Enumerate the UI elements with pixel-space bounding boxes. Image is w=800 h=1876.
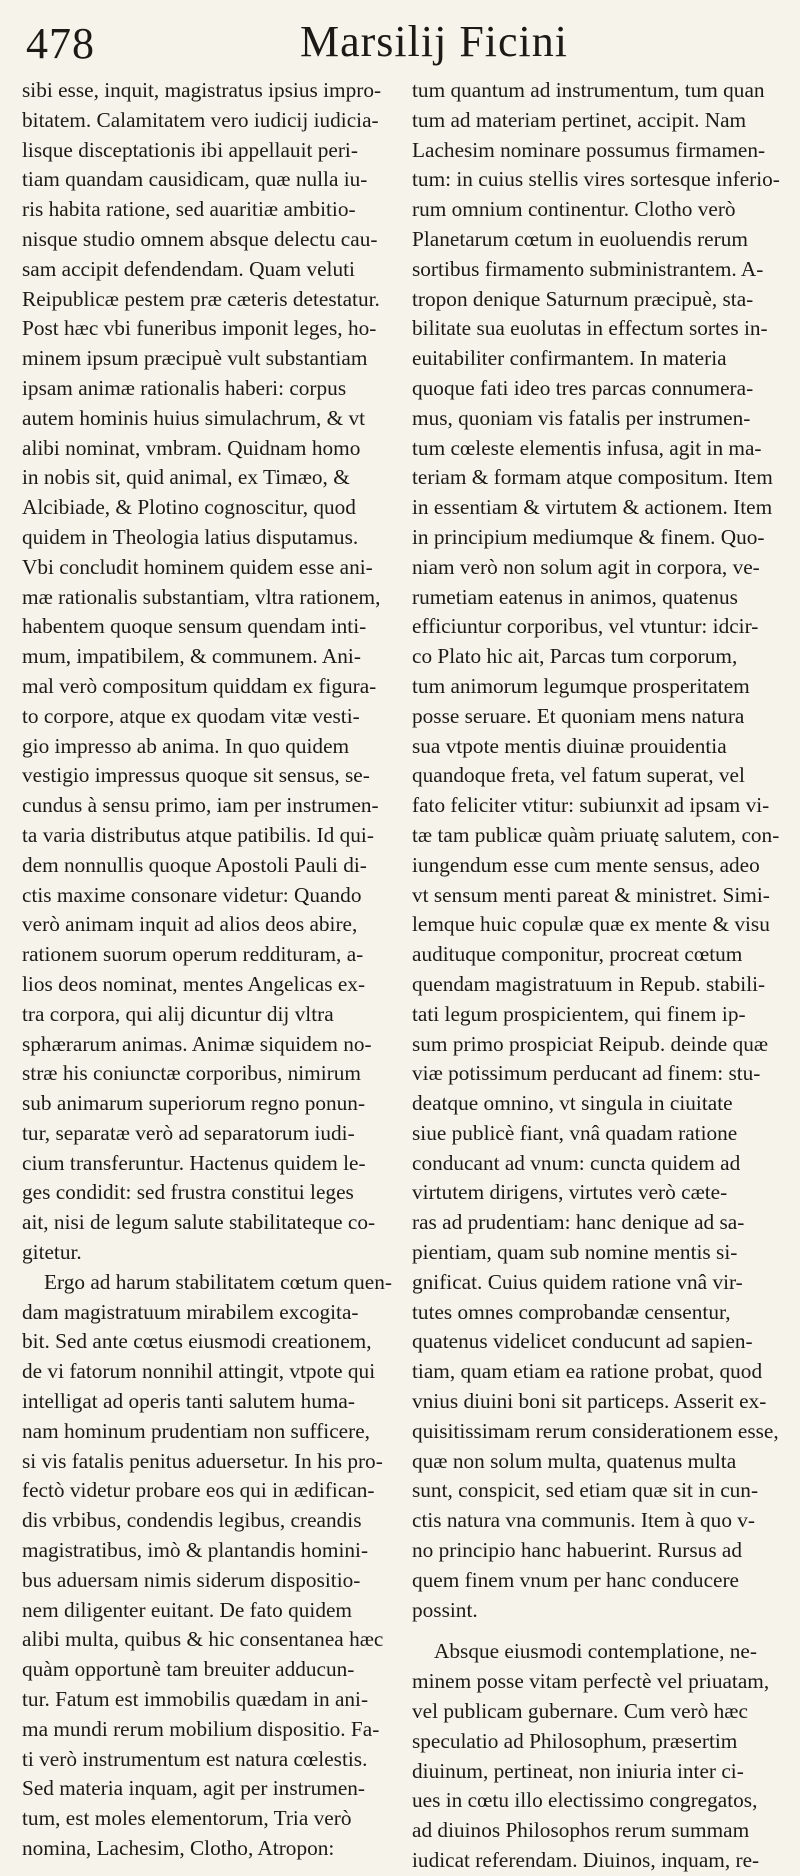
text-line: speculatio ad Philosophum, præsertim xyxy=(412,1728,738,1753)
text-line: magistratibus, imò & plantandis homini- xyxy=(22,1538,369,1563)
text-line: nomina, Lachesim, Clotho, Atropon: xyxy=(22,1836,335,1861)
text-line: ctis natura vna communis. Item à quo v- xyxy=(412,1508,756,1533)
text-line: sphærarum animas. Animæ siquidem no- xyxy=(22,1031,372,1056)
text-line: fectò videtur probare eos qui in ædifican- xyxy=(22,1478,375,1503)
text-line: nam hominum prudentiam non sufficere, xyxy=(22,1418,370,1443)
text-line: gitetur. xyxy=(22,1240,82,1265)
text-line: mus, quoniam vis fatalis per instrumen- xyxy=(412,405,751,430)
text-line: sibi esse, inquit, magistratus ipsius impro- xyxy=(22,78,382,102)
text-line: alibi multa, quibus & hic consentanea hæc xyxy=(22,1627,384,1652)
text-line: Planetarum cœtum in euoluendis rerum xyxy=(412,226,748,251)
text-line: tur. Fatum est immobilis quædam in ani- xyxy=(22,1687,369,1712)
text-line: iungendum esse cum mente sensus, adeo xyxy=(412,852,760,877)
text-line: quandoque freta, vel fatum superat, vel xyxy=(412,763,745,788)
text-line: si vis fatalis penitus aduersetur. In his pro- xyxy=(22,1448,383,1473)
text-line: quisitissimam rerum considerationem esse, xyxy=(412,1418,779,1443)
text-line: pientiam, quam sub nomine mentis si- xyxy=(412,1240,738,1265)
text-line: vel publicam gubernare. Cum verò hæc xyxy=(412,1699,748,1724)
text-line: ipsam animæ rationalis haberi: corpus xyxy=(22,375,347,400)
text-line: co Plato hic ait, Parcas tum corporum, xyxy=(412,644,738,669)
text-line: deatque omnino, vt singula in ciuitate xyxy=(412,1091,733,1116)
text-line: ues in cœtu illo electissimo congregatos, xyxy=(412,1788,758,1813)
text-line: ma mundi rerum mobilium dispositio. Fa- xyxy=(22,1716,380,1741)
text-line: ti verò instrumentum est natura cœlestis. xyxy=(22,1746,368,1771)
text-line: dis vrbibus, condendis legibus, creandis xyxy=(22,1508,362,1533)
text-line: ras ad prudentiam: hanc denique ad sa- xyxy=(412,1210,745,1235)
right-column xyxy=(412,76,786,1876)
text-line: minem posse vitam perfectè vel priuatam, xyxy=(412,1669,770,1694)
text-line: stræ his coniunctæ corporibus, nimirum xyxy=(22,1061,361,1086)
text-line: lisque disceptationis ibi appellauit peri- xyxy=(22,137,358,162)
text-line: quoque fati ideo tres parcas connumera- xyxy=(412,375,754,400)
text-line: tur, separatæ verò ad separatorum iudi- xyxy=(22,1120,355,1145)
text-line: in essentiam & virtutem & actionem. Item xyxy=(412,495,773,520)
text-line: no principio hanc habuerint. Rursus ad xyxy=(412,1538,743,1563)
text-line: Sed materia inquam, agit per instrumen- xyxy=(22,1776,366,1801)
text-line: vnius diuini boni sit particeps. Asserit ex- xyxy=(412,1389,767,1414)
text-line: tum: in cuius stellis vires sortesque inferio- xyxy=(412,167,780,192)
text-line: de vi fatorum nonnihil attingit, vtpote qui xyxy=(22,1359,376,1384)
text-line: Ergo ad harum stabilitatem cœtum quen- xyxy=(44,1269,392,1294)
text-line: habentem quoque sensum quendam inti- xyxy=(22,614,367,639)
text-line: Post hæc vbi funeribus imponit leges, ho- xyxy=(22,316,377,341)
text-line: autem hominis huius simulachrum, & vt xyxy=(22,405,366,430)
text-line: niam verò non solum agit in corpora, ve- xyxy=(412,554,760,579)
text-line: euitabiliter confirmantem. In materia xyxy=(412,346,727,371)
text-line: Lachesim nominare possumus firmamen- xyxy=(412,137,766,162)
text-line: sunt, conspicit, sed etiam quæ sit in cun- xyxy=(412,1478,759,1503)
text-columns xyxy=(22,76,786,1876)
page-header xyxy=(22,14,786,74)
text-line: cundus à sensu primo, iam per instrumen- xyxy=(22,793,379,818)
text-line: ta varia distributus atque patibilis. Id qui- xyxy=(22,822,374,847)
text-line: Absque eiusmodi contemplatione, ne- xyxy=(434,1639,757,1664)
text-line: quidem in Theologia latius disputamus. xyxy=(22,524,359,549)
text-line: sub animarum superiorum regno ponun- xyxy=(22,1091,366,1116)
text-line: rumetiam eatenus in animos, quatenus xyxy=(412,584,738,609)
text-line: tutes omnes comprobandæ censentur, xyxy=(412,1299,731,1324)
text-line: ait, nisi de legum salute stabilitateque co- xyxy=(22,1210,376,1235)
text-line: virtutem dirigens, virtutes verò cæte- xyxy=(412,1180,728,1205)
text-line: quendam magistratuum in Repub. stabili- xyxy=(412,971,766,996)
text-line: fato feliciter vtitur: subiunxit ad ipsam vi- xyxy=(412,793,770,818)
text-line: quem finem vnum per hanc conducere xyxy=(412,1567,740,1592)
text-line: bitatem. Calamitatem vero iudicij iudicia- xyxy=(22,107,379,132)
text-line: alibi nominat, vmbram. Quidnam homo xyxy=(22,435,361,460)
text-line: Vbi concludit hominem quidem esse ani- xyxy=(22,554,373,579)
text-line: in nobis sit, quid animal, ex Timæo, & xyxy=(22,465,350,490)
text-line: minem ipsum præcipuè vult substantiam xyxy=(22,346,368,371)
text-line: nisque studio omnem absque delectu cau- xyxy=(22,226,378,251)
text-line: ctis maxime consonare videtur: Quando xyxy=(22,882,362,907)
text-line: iudicat referendam. Diuinos, inquam, re- xyxy=(412,1848,760,1873)
text-line: conducant ad vnum: cuncta quidem ad xyxy=(412,1150,741,1175)
text-line: to corpore, atque ex quodam vitæ vesti- xyxy=(22,703,360,728)
text-line: tiam quandam causidicam, quæ nulla iu- xyxy=(22,167,368,192)
text-line: Reipublicæ pestem præ cæteris detestatur. xyxy=(22,286,380,311)
text-line: nem diligenter euitant. De fato quidem xyxy=(22,1597,352,1622)
running-head: Marsilij Ficini xyxy=(300,17,568,66)
text-line: dam magistratuum mirabilem excogita- xyxy=(22,1299,359,1324)
text-line: gio impresso ab anima. In quo quidem xyxy=(22,733,350,758)
text-line: rationem suorum operum reddituram, a- xyxy=(22,942,364,967)
text-line: verò animam inquit ad alios deos abire, xyxy=(22,912,358,937)
text-line: quatenus videlicet conducunt ad sapien- xyxy=(412,1329,753,1354)
text-line: mum, impatibilem, & communem. Ani- xyxy=(22,644,361,669)
text-line: diuinum, pertineat, non iniuria inter ci- xyxy=(412,1758,744,1783)
text-line: possint. xyxy=(412,1597,478,1622)
text-line: Alcibiade, & Plotino cognoscitur, quod xyxy=(22,495,356,520)
text-line: vt sensum menti pareat & ministret. Simi- xyxy=(412,882,770,907)
text-line: tum quantum ad instrumentum, tum quan xyxy=(412,78,765,102)
text-line: ges condidit: sed frustra constitui leges xyxy=(22,1180,354,1205)
text-line: tati legum prospicientem, qui finem ip- xyxy=(412,1001,746,1026)
text-line: dem nonnullis quoque Apostoli Pauli di- xyxy=(22,852,367,877)
text-line: sua vtpote mentis diuinæ prouidentia xyxy=(412,733,727,758)
text-line: in principium mediumque & finem. Quo- xyxy=(412,524,765,549)
text-line: rum omnium continentur. Clotho verò xyxy=(412,197,736,222)
text-line: tum cœleste elementis infusa, agit in ma- xyxy=(412,435,762,460)
text-line: bilitate sua euolutas in effectum sortes in- xyxy=(412,316,768,341)
text-line: efficiuntur corporibus, vel vtuntur: idcir- xyxy=(412,614,759,639)
text-line: bit. Sed ante cœtus eiusmodi creationem, xyxy=(22,1329,372,1354)
text-line: posse seruare. Et quoniam mens natura xyxy=(412,703,745,728)
text-line: intelligat ad operis tanti salutem huma- xyxy=(22,1389,355,1414)
text-line: tum ad materiam pertinet, accipit. Nam xyxy=(412,107,747,132)
text-line: tum animorum legumque prosperitatem xyxy=(412,673,750,698)
text-line: sortibus firmamento subministrantem. A- xyxy=(412,256,764,281)
text-line: tropon denique Saturnum præcipuè, sta- xyxy=(412,286,754,311)
text-line: sum primo prospiciat Reipub. deinde quæ xyxy=(412,1031,769,1056)
text-line: tum, est moles elementorum, Tria verò xyxy=(22,1806,352,1831)
text-line: vestigio impressus quoque sit sensus, se- xyxy=(22,763,370,788)
text-line: mal verò compositum quiddam ex figura- xyxy=(22,673,377,698)
text-line: viæ potissimum perducant ad finem: stu- xyxy=(412,1061,761,1086)
text-line: audituque componitur, procreat cœtum xyxy=(412,942,743,967)
text-line: bus aduersam nimis siderum dispositio- xyxy=(22,1567,361,1592)
text-line: lemque huic copulæ quæ ex mente & visu xyxy=(412,912,770,937)
page-number: 478 xyxy=(26,19,95,68)
text-line: ris habita ratione, sed auaritiæ ambitio- xyxy=(22,197,356,222)
text-line: quàm opportunè tam breuiter adducun- xyxy=(22,1657,355,1682)
text-line: gnificat. Cuius quidem ratione vnâ vir- xyxy=(412,1269,743,1294)
text-line: tiam, quam etiam ea ratione probat, quod xyxy=(412,1359,763,1384)
text-line: mæ rationalis substantiam, vltra rationem, xyxy=(22,584,381,609)
text-line: sam accipit defendendam. Quam veluti xyxy=(22,256,355,281)
text-line: ad diuinos Philosophos rerum summam xyxy=(412,1818,750,1843)
text-line: lios deos nominat, mentes Angelicas ex- xyxy=(22,971,366,996)
text-line: cium transferuntur. Hactenus quidem le- xyxy=(22,1150,366,1175)
text-line: tra corpora, qui alij dicuntur dij vltra xyxy=(22,1001,334,1026)
text-line: siue publicè fiant, vnâ quadam ratione xyxy=(412,1120,738,1145)
left-column xyxy=(22,76,394,1876)
text-line: quæ non solum multa, quatenus multa xyxy=(412,1448,737,1473)
text-line: tæ tam publicæ quàm priuatę salutem, con- xyxy=(412,822,780,847)
text-line: teriam & formam atque compositum. Item xyxy=(412,465,773,490)
